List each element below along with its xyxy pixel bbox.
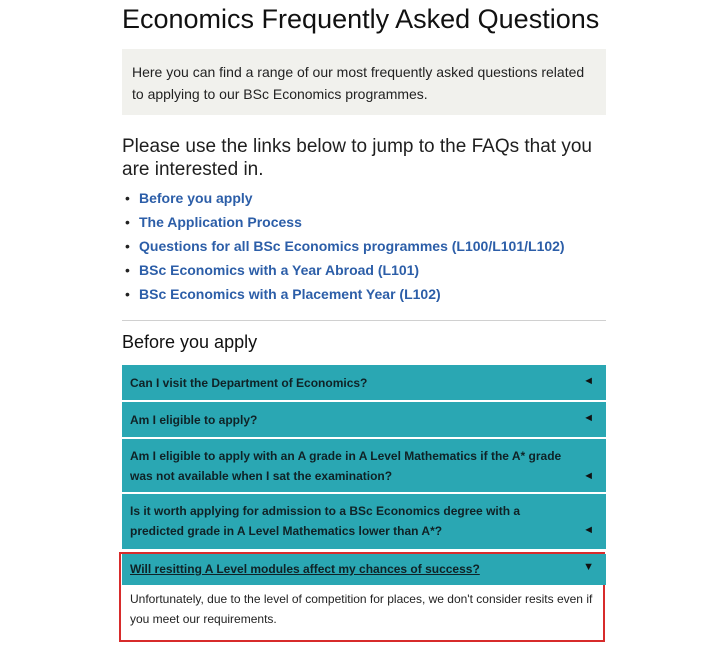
collapse-arrow-icon: ◄ bbox=[583, 524, 594, 536]
list-item bbox=[122, 282, 565, 306]
link-year-abroad[interactable]: BSc Economics with a Year Abroad (L101) bbox=[139, 262, 420, 278]
faq-item-a-grade-maths[interactable] bbox=[122, 439, 606, 492]
bullet-icon: • bbox=[125, 262, 130, 278]
intro-box bbox=[122, 49, 606, 115]
bullet-icon: • bbox=[125, 238, 130, 254]
list-item bbox=[122, 186, 565, 210]
faq-item-resitting[interactable] bbox=[122, 554, 606, 585]
page-title: Economics Frequently Asked Questions bbox=[122, 4, 600, 34]
faq-question: Can I visit the Department of Economics? bbox=[130, 376, 368, 390]
list-item bbox=[122, 210, 565, 234]
link-placement-year[interactable]: BSc Economics with a Placement Year (L102) bbox=[139, 286, 441, 302]
faq-item-predicted-grade[interactable] bbox=[122, 494, 606, 549]
faq-question: Is it worth applying for admission to a BSc Economics degree with a predicted grade in A Level Mathematics lower than A*? bbox=[130, 504, 521, 538]
expand-arrow-icon: ▼ bbox=[583, 561, 594, 573]
collapse-arrow-icon: ◄ bbox=[583, 470, 594, 482]
faq-jump-links bbox=[122, 186, 565, 306]
list-item bbox=[122, 234, 565, 258]
list-item bbox=[122, 258, 565, 282]
faq-item-visit-department[interactable] bbox=[122, 365, 606, 400]
collapse-arrow-icon: ◄ bbox=[583, 375, 594, 387]
faq-question: Am I eligible to apply with an A grade in A Level Mathematics if the A* grade was not available when I sat the examination? bbox=[130, 449, 562, 483]
link-before-you-apply[interactable]: Before you apply bbox=[139, 190, 253, 206]
faq-question: Will resitting A Level modules affect my chances of success? bbox=[130, 562, 480, 576]
faq-question: Am I eligible to apply? bbox=[130, 413, 258, 427]
faq-item-eligible[interactable] bbox=[122, 402, 606, 437]
link-all-programmes[interactable]: Questions for all BSc Economics programmes (L100/L101/L102) bbox=[139, 238, 565, 254]
bullet-icon: • bbox=[125, 214, 130, 230]
intro-text: Here you can find a range of our most frequently asked questions related to applying to our BSc Economics programmes. bbox=[132, 64, 585, 102]
link-application-process[interactable]: The Application Process bbox=[139, 214, 302, 230]
section-heading: Before you apply bbox=[122, 332, 258, 352]
section-divider bbox=[122, 320, 606, 321]
bullet-icon: • bbox=[125, 190, 130, 206]
bullet-icon: • bbox=[125, 286, 130, 302]
lead-text: Please use the links below to jump to the FAQs that you are interested in. bbox=[122, 136, 592, 180]
collapse-arrow-icon: ◄ bbox=[583, 412, 594, 424]
faq-answer: Unfortunately, due to the level of competition for places, we don't consider resits even if you meet our requirements. bbox=[130, 592, 593, 626]
